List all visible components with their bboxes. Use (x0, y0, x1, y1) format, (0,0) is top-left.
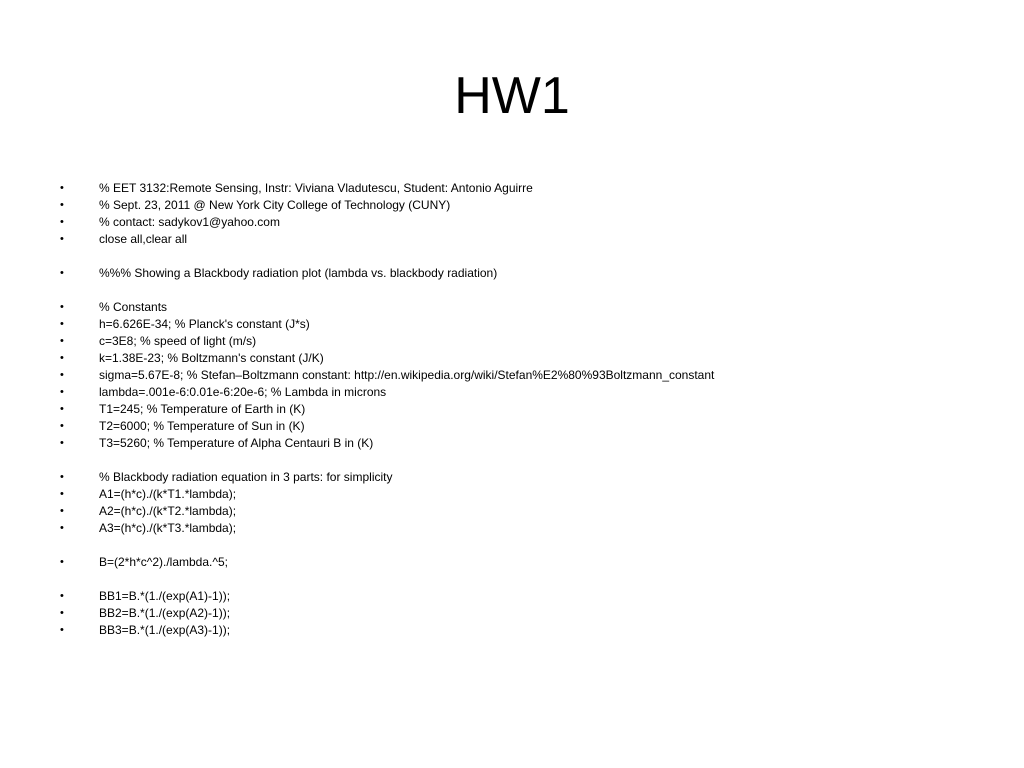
bullet-dot-icon: • (60, 624, 64, 636)
bullet-item (56, 197, 996, 214)
bullet-dot-icon: • (60, 437, 64, 449)
bullet-text: % Sept. 23, 2011 @ New York City College of Technology (CUNY) (99, 198, 451, 212)
bullet-item (56, 367, 996, 384)
bullet-text: A3=(h*c)./(k*T3.*lambda); (99, 521, 237, 535)
bullet-dot-icon: • (60, 403, 64, 415)
bullet-dot-icon: • (60, 233, 64, 245)
bullet-dot-icon: • (60, 216, 64, 228)
bullet-dot-icon: • (60, 607, 64, 619)
bullet-dot-icon: • (60, 301, 64, 313)
bullet-item (56, 401, 996, 418)
bullet-item (56, 333, 996, 350)
bullet-text: % Blackbody radiation equation in 3 parts: for simplicity (99, 470, 393, 484)
bullet-item (56, 265, 996, 282)
slide-title: HW1 (454, 67, 570, 125)
bullet-item (56, 435, 996, 452)
bullet-item (56, 622, 996, 639)
group-spacer (56, 452, 996, 469)
bullet-item (56, 554, 996, 571)
bullet-dot-icon: • (60, 488, 64, 500)
bullet-text: B=(2*h*c^2)./lambda.^5; (99, 555, 228, 569)
bullet-item (56, 469, 996, 486)
bullet-text: c=3E8; % speed of light (m/s) (99, 334, 257, 348)
bullet-text: sigma=5.67E-8; % Stefan–Boltzmann constant: http://en.wikipedia.org/wiki/Stefan%E2%80%93Boltzmann_constant (99, 368, 715, 382)
bullet-dot-icon: • (60, 386, 64, 398)
bullet-item (56, 299, 996, 316)
bullet-text: %%% Showing a Blackbody radiation plot (lambda vs. blackbody radiation) (99, 266, 498, 280)
bullet-dot-icon: • (60, 199, 64, 211)
bullet-item (56, 384, 996, 401)
bullet-item (56, 180, 996, 197)
bullet-dot-icon: • (60, 267, 64, 279)
bullet-dot-icon: • (60, 335, 64, 347)
bullet-text: k=1.38E-23; % Boltzmann's constant (J/K) (99, 351, 324, 365)
bullet-dot-icon: • (60, 420, 64, 432)
bullet-item (56, 350, 996, 367)
bullet-item (56, 214, 996, 231)
bullet-text: % EET 3132:Remote Sensing, Instr: Viviana Vladutescu, Student: Antonio Aguirre (99, 181, 533, 195)
bullet-dot-icon: • (60, 522, 64, 534)
bullet-text: T3=5260; % Temperature of Alpha Centauri B in (K) (99, 436, 374, 450)
bullet-text: T2=6000; % Temperature of Sun in (K) (99, 419, 305, 433)
bullet-item (56, 316, 996, 333)
bullet-text: % contact: sadykov1@yahoo.com (99, 215, 280, 229)
bullet-list (56, 180, 996, 639)
group-spacer (56, 537, 996, 554)
bullet-dot-icon: • (60, 505, 64, 517)
bullet-text: h=6.626E-34; % Planck's constant (J*s) (99, 317, 310, 331)
bullet-item (56, 520, 996, 537)
group-spacer (56, 571, 996, 588)
bullet-text: A2=(h*c)./(k*T2.*lambda); (99, 504, 237, 518)
bullet-item (56, 605, 996, 622)
bullet-text: T1=245; % Temperature of Earth in (K) (99, 402, 306, 416)
group-spacer (56, 248, 996, 265)
bullet-text: BB3=B.*(1./(exp(A3)-1)); (99, 623, 231, 637)
bullet-dot-icon: • (60, 590, 64, 602)
bullet-dot-icon: • (60, 318, 64, 330)
bullet-item (56, 588, 996, 605)
bullet-dot-icon: • (60, 182, 64, 194)
bullet-dot-icon: • (60, 369, 64, 381)
bullet-dot-icon: • (60, 352, 64, 364)
bullet-dot-icon: • (60, 556, 64, 568)
bullet-text: % Constants (99, 300, 168, 314)
bullet-text: BB2=B.*(1./(exp(A2)-1)); (99, 606, 231, 620)
bullet-item (56, 503, 996, 520)
bullet-text: close all,clear all (99, 232, 188, 246)
bullet-dot-icon: • (60, 471, 64, 483)
bullet-text: A1=(h*c)./(k*T1.*lambda); (99, 487, 237, 501)
bullet-text: lambda=.001e-6:0.01e-6:20e-6; % Lambda in microns (99, 385, 387, 399)
bullet-item (56, 418, 996, 435)
bullet-item (56, 486, 996, 503)
group-spacer (56, 282, 996, 299)
bullet-item (56, 231, 996, 248)
bullet-text: BB1=B.*(1./(exp(A1)-1)); (99, 589, 231, 603)
